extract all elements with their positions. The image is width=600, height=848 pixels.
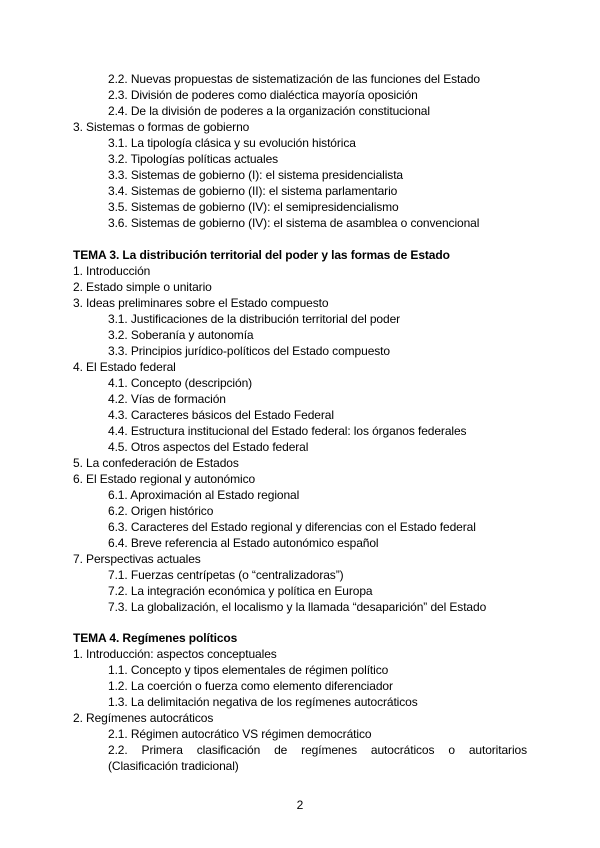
outline-item: 4.2. Vías de formación: [108, 392, 226, 406]
section-heading: TEMA 4. Regímenes políticos: [73, 631, 238, 645]
outline-item: 2.2. Nuevas propuestas de sistematización de las funciones del Estado: [108, 72, 480, 86]
outline-item: 4.5. Otros aspectos del Estado federal: [108, 440, 309, 454]
outline-item: 2.1. Régimen autocrático VS régimen democrático: [108, 727, 372, 741]
outline-item: 1. Introducción: [73, 264, 151, 278]
outline-item: 7.1. Fuerzas centrípetas (o “centralizadoras”): [108, 568, 344, 582]
outline-item: 4.3. Caracteres básicos del Estado Federal: [108, 408, 334, 422]
outline-item: 7. Perspectivas actuales: [73, 552, 201, 566]
outline-item: 2.2. Primera clasificación de regímenes autocráticos o autoritarios: [108, 743, 527, 757]
outline-item: (Clasificación tradicional): [108, 759, 239, 773]
outline-item: 3.1. Justificaciones de la distribución territorial del poder: [108, 312, 401, 326]
outline-item: 3.5. Sistemas de gobierno (IV): el semipresidencialismo: [108, 200, 399, 214]
outline-item: 2.4. De la división de poderes a la organización constitucional: [108, 104, 430, 118]
outline-item: 1. Introducción: aspectos conceptuales: [73, 647, 277, 661]
outline-item: 3.6. Sistemas de gobierno (IV): el sistema de asamblea o convencional: [108, 216, 480, 230]
outline-item: 1.1. Concepto y tipos elementales de régimen político: [108, 663, 389, 677]
section-heading: TEMA 3. La distribución territorial del poder y las formas de Estado: [73, 248, 450, 262]
outline-item: 5. La confederación de Estados: [73, 456, 239, 470]
outline-item: 6.1. Aproximación al Estado regional: [108, 488, 300, 502]
outline-item: 3.2. Tipologías políticas actuales: [108, 152, 279, 166]
page-number: 2: [296, 798, 304, 812]
outline-item: 6.4. Breve referencia al Estado autonómico español: [108, 536, 379, 550]
outline-item: 3. Sistemas o formas de gobierno: [73, 120, 250, 134]
outline-item: 6.2. Origen histórico: [108, 504, 214, 518]
outline-item: 6. El Estado regional y autonómico: [73, 472, 256, 486]
outline-item: 3.2. Soberanía y autonomía: [108, 328, 254, 342]
outline-item: 3.3. Sistemas de gobierno (I): el sistema presidencialista: [108, 168, 404, 182]
outline-item: 3.3. Principios jurídico-políticos del Estado compuesto: [108, 344, 390, 358]
outline-item: 6.3. Caracteres del Estado regional y diferencias con el Estado federal: [108, 520, 476, 534]
outline-item: 4. El Estado federal: [73, 360, 176, 374]
outline-item: 4.4. Estructura institucional del Estado federal: los órganos federales: [108, 424, 467, 438]
outline-item: 4.1. Concepto (descripción): [108, 376, 253, 390]
outline-item: 2. Estado simple o unitario: [73, 280, 212, 294]
outline-item: 3. Ideas preliminares sobre el Estado compuesto: [73, 296, 329, 310]
outline-item: 2.3. División de poderes como dialéctica mayoría oposición: [108, 88, 418, 102]
outline-item: 1.2. La coerción o fuerza como elemento diferenciador: [108, 679, 393, 693]
outline-item: 3.1. La tipología clásica y su evolución histórica: [108, 136, 356, 150]
outline-item: 2. Regímenes autocráticos: [73, 711, 214, 725]
outline-item: 7.2. La integración económica y política en Europa: [108, 584, 373, 598]
outline-item: 7.3. La globalización, el localismo y la llamada “desaparición” del Estado: [108, 600, 487, 614]
outline-item: 3.4. Sistemas de gobierno (II): el sistema parlamentario: [108, 184, 398, 198]
outline-item: 1.3. La delimitación negativa de los regímenes autocráticos: [108, 695, 418, 709]
